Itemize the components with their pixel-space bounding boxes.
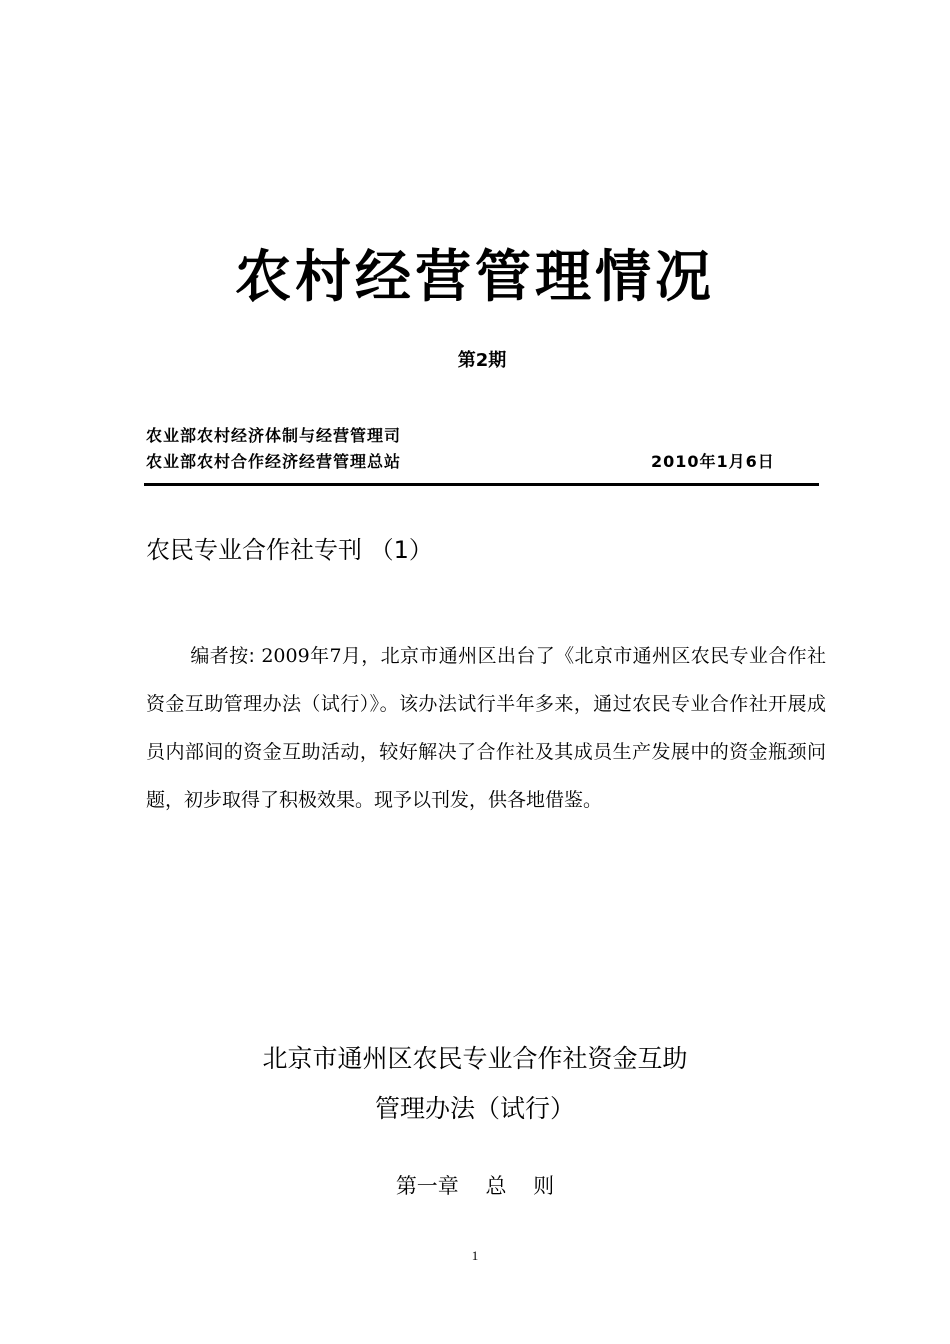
publication-title: 农村经营管理情况 bbox=[235, 245, 715, 310]
regulation-title-line2: 管理办法（试行） bbox=[374, 1094, 575, 1123]
header-divider bbox=[144, 483, 819, 486]
issue-number: 第2期 bbox=[457, 350, 507, 371]
chapter-heading: 第一章 总 则 bbox=[395, 1174, 555, 1198]
issuing-station: 农业部农村合作经济经营管理总站 bbox=[146, 452, 402, 471]
page-number: 1 bbox=[471, 1248, 479, 1263]
editor-note-body: 2009年7月，北京市通州区出台了《北京市通州区农民专业合作社资金互助管理办法（试行）》。该办法试行半年多来，通过农民专业合作社开展成员内部间的资金互助活动，较好解决了合作社及其成员生产发展中的资金瓶颈问题，初步取得了积极效果。现予以刊发，供各地借鉴。 bbox=[146, 645, 826, 811]
regulation-title-line1: 北京市通州区农民专业合作社资金互助 bbox=[262, 1044, 688, 1073]
editor-note-lead: 编者按: bbox=[190, 645, 255, 667]
issuing-department: 农业部农村经济体制与经营管理司 bbox=[146, 426, 402, 445]
issue-date: 2010年1月6日 bbox=[651, 452, 775, 471]
editor-note bbox=[146, 632, 826, 824]
special-issue-heading: 农民专业合作社专刊 （1） bbox=[146, 536, 433, 564]
